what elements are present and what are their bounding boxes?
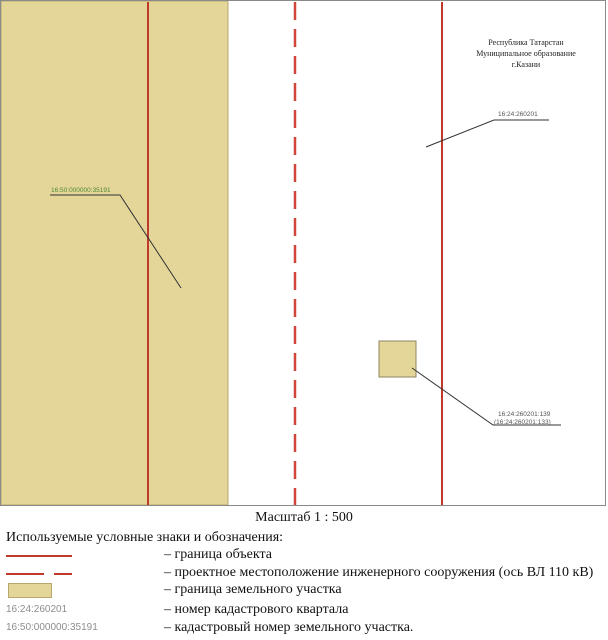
parcel-number-label-left: 16:50:000000:35191 xyxy=(51,187,111,194)
legend-text: – номер кадастрового квартала xyxy=(164,602,349,617)
legend-text: – кадастровый номер земельного участка. xyxy=(164,620,414,635)
region-title-line-2: Муниципальное образование xyxy=(476,49,576,58)
legend-text: – граница объекта xyxy=(164,547,272,562)
map-scale: Масштаб 1 : 500 xyxy=(255,510,353,525)
legend-symbol-dashed-line xyxy=(6,565,72,583)
region-title-line-3: г.Казани xyxy=(511,60,541,69)
legend-text: – граница земельного участка xyxy=(164,582,342,597)
legend-title: Используемые условные знаки и обозначения: xyxy=(6,530,284,545)
legend-text: – проектное местоположение инженерного сооружения (ось ВЛ 110 кВ) xyxy=(164,565,594,580)
legend-symbol-parcel xyxy=(6,582,72,600)
legend-item-power-line-axis xyxy=(0,565,608,583)
legend-code-sample: 16:24:260201 xyxy=(6,604,68,615)
legend-item-land-parcel xyxy=(0,582,608,600)
legend-item-parcel-number xyxy=(0,620,608,638)
parcel-number-label-small: 16:24:260201:139 xyxy=(498,411,551,418)
legend-code-sample: 16:50:000000:35191 xyxy=(6,622,98,633)
legend-symbol-solid-line xyxy=(6,547,72,565)
parcel-number-label-small-prev: (16:24:260201:133) xyxy=(494,419,551,426)
cadastral-block-label: 16:24:260201 xyxy=(498,111,538,118)
legend-item-object-boundary xyxy=(0,547,608,565)
legend-item-cadastral-block xyxy=(0,602,608,620)
region-title-line-1: Республика Татарстан xyxy=(488,38,564,47)
